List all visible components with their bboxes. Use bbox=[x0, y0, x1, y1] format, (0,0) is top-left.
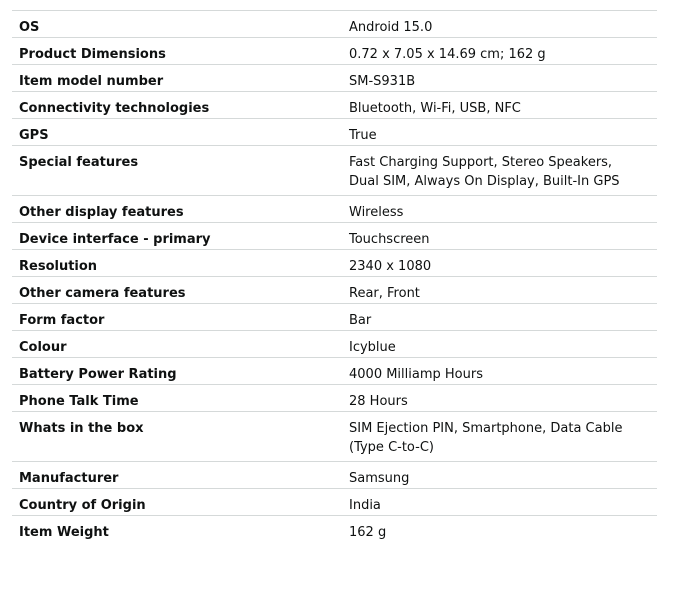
spec-label: GPS bbox=[19, 128, 49, 143]
spec-value: Bar bbox=[349, 313, 372, 328]
spec-value: Touchscreen bbox=[349, 232, 430, 247]
spec-label: Colour bbox=[19, 340, 67, 355]
spec-value: India bbox=[349, 498, 381, 513]
spec-row-item-model-number bbox=[12, 65, 657, 92]
spec-value: Android 15.0 bbox=[349, 20, 433, 35]
spec-row-form-factor bbox=[12, 304, 657, 331]
spec-label: Product Dimensions bbox=[19, 47, 166, 62]
spec-row-device-interface bbox=[12, 223, 657, 250]
spec-label: Manufacturer bbox=[19, 471, 119, 486]
spec-label: Form factor bbox=[19, 313, 105, 328]
spec-row-phone-talk-time bbox=[12, 385, 657, 412]
spec-value: 162 g bbox=[349, 525, 387, 540]
spec-row-gps bbox=[12, 119, 657, 146]
spec-value: Wireless bbox=[349, 205, 404, 220]
spec-value: Samsung bbox=[349, 471, 410, 486]
spec-label: Item Weight bbox=[19, 525, 109, 540]
spec-label: Other display features bbox=[19, 205, 184, 220]
spec-value: 28 Hours bbox=[349, 394, 408, 409]
spec-value: SM-S931B bbox=[349, 74, 416, 89]
spec-value: Bluetooth, Wi-Fi, USB, NFC bbox=[349, 101, 521, 116]
spec-row-special-features bbox=[12, 146, 657, 196]
spec-row-other-display-features bbox=[12, 196, 657, 223]
spec-value: SIM Ejection PIN, Smartphone, Data Cable (Type C-to-C) bbox=[349, 421, 623, 455]
spec-value: Icyblue bbox=[349, 340, 396, 355]
spec-label: OS bbox=[19, 20, 40, 35]
spec-label: Device interface - primary bbox=[19, 232, 211, 247]
spec-table-body bbox=[12, 11, 657, 543]
spec-row-os bbox=[12, 11, 657, 38]
spec-value: 4000 Milliamp Hours bbox=[349, 367, 483, 382]
spec-row-battery-power-rating bbox=[12, 358, 657, 385]
spec-label: Whats in the box bbox=[19, 421, 144, 436]
spec-value: 0.72 x 7.05 x 14.69 cm; 162 g bbox=[349, 47, 546, 62]
spec-label: Other camera features bbox=[19, 286, 186, 301]
spec-label: Item model number bbox=[19, 74, 164, 89]
spec-value: Fast Charging Support, Stereo Speakers, Dual SIM, Always On Display, Built-In GPS bbox=[349, 155, 620, 189]
spec-value: Rear, Front bbox=[349, 286, 420, 301]
spec-label: Connectivity technologies bbox=[19, 101, 210, 116]
spec-row-connectivity bbox=[12, 92, 657, 119]
spec-row-item-weight bbox=[12, 516, 657, 543]
spec-row-whats-in-the-box bbox=[12, 412, 657, 462]
spec-label: Battery Power Rating bbox=[19, 367, 177, 382]
product-specifications-table bbox=[12, 10, 657, 542]
spec-row-manufacturer bbox=[12, 462, 657, 489]
spec-label: Phone Talk Time bbox=[19, 394, 139, 409]
spec-label: Special features bbox=[19, 155, 139, 170]
spec-value: True bbox=[349, 128, 377, 143]
spec-label: Resolution bbox=[19, 259, 98, 274]
spec-row-colour bbox=[12, 331, 657, 358]
spec-label: Country of Origin bbox=[19, 498, 146, 513]
spec-row-product-dimensions bbox=[12, 38, 657, 65]
spec-row-other-camera-features bbox=[12, 277, 657, 304]
spec-row-country-of-origin bbox=[12, 489, 657, 516]
spec-row-resolution bbox=[12, 250, 657, 277]
spec-value: 2340 x 1080 bbox=[349, 259, 432, 274]
